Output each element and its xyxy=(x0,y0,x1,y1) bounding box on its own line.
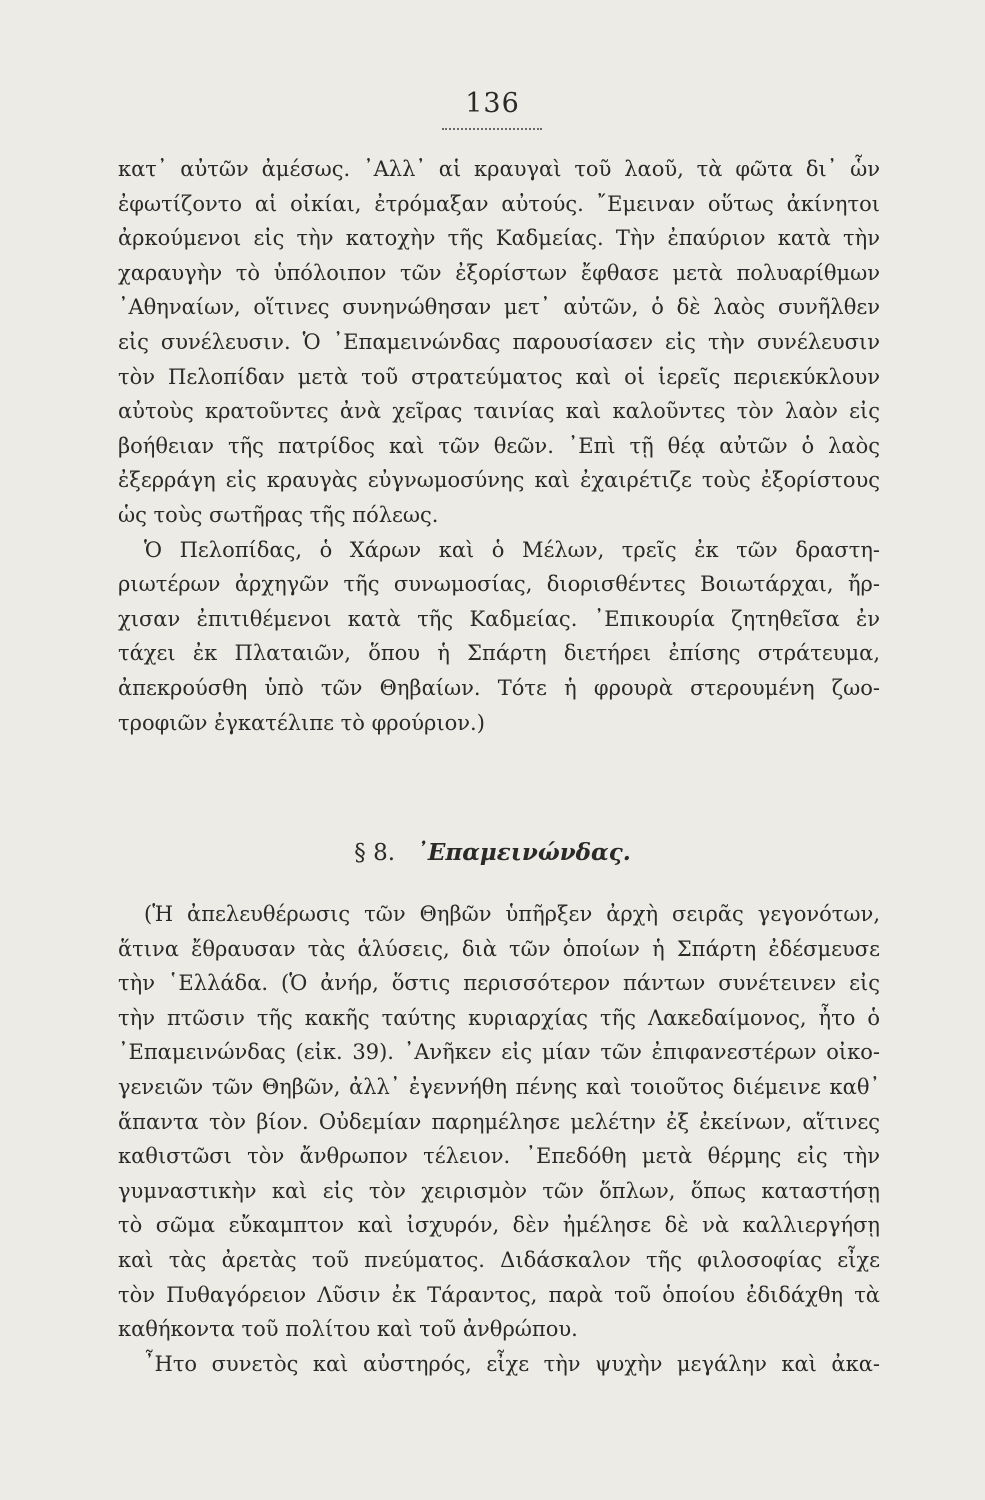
text-line: ἅπαντα τὸν βίον. Οὐδεμίαν παρημέλησε μελέτην ἐξ ἐκείνων, αἵτινες xyxy=(118,1109,880,1134)
text-line: κατ᾽ αὐτῶν ἀμέσως. ᾽Αλλ᾽ αἱ κραυγαὶ τοῦ λαοῦ, τὰ φῶτα δι᾽ ὧν xyxy=(118,157,880,181)
text-line: βοήθειαν τῆς πατρίδος καὶ τῶν θεῶν. ᾽Επὶ τῇ θέᾳ αὐτῶν ὁ λαὸς xyxy=(118,433,880,458)
page-number-rule xyxy=(442,128,542,130)
text-line: τὴν ῾Ελλάδα. (Ὁ ἀνήρ, ὅστις περισσότερον πάντων συνέτεινεν εἰς xyxy=(118,971,880,996)
text-line: ᾽Αθηναίων, οἵτινες συνηνώθησαν μετ᾽ αὐτῶν, ὁ δὲ λαὸς συνῆλθεν xyxy=(118,295,880,320)
text-line: τὴν πτῶσιν τῆς κακῆς ταύτης κυριαρχίας τῆς Λακεδαίμονος, ἦτο ὁ xyxy=(118,1005,880,1030)
text-line: εἰς συνέλευσιν. Ὁ ᾽Επαμεινώνδας παρουσίασεν εἰς τὴν συνέλευσιν xyxy=(118,329,880,354)
text-line: καθιστῶσι τὸν ἄνθρωπον τέλειον. ᾽Επεδόθη μετὰ θέρμης εἰς τὴν xyxy=(118,1144,880,1169)
text-line: γυμναστικὴν καὶ εἰς τὸν χειρισμὸν τῶν ὅπλων, ὅπως καταστήσῃ xyxy=(118,1178,880,1203)
text-line: ὡς τοὺς σωτῆρας τῆς πόλεως. xyxy=(118,502,439,527)
text-line: ἅτινα ἔθραυσαν τὰς ἁλύσεις, διὰ τῶν ὁποίων ἡ Σπάρτη ἐδέσμευσε xyxy=(118,936,880,961)
text-line: αὐτοὺς κρατοῦντες ἀνὰ χεῖρας ταινίας καὶ καλοῦντες τὸν λαὸν εἰς xyxy=(118,399,880,424)
text-line: καὶ τὰς ἀρετὰς τοῦ πνεύματος. Διδάσκαλον τῆς φιλοσοφίας εἶχε xyxy=(118,1247,880,1272)
text-line: χαραυγὴν τὸ ὑπόλοιπον τῶν ἐξορίστων ἔφθασε μετὰ πολυαρίθμων xyxy=(118,260,880,285)
text-line: ριωτέρων ἀρχηγῶν τῆς συνωμοσίας, διορισθέντες Βοιωτάρχαι, ἤρ- xyxy=(118,572,880,597)
text-line: ἀπεκρούσθη ὑπὸ τῶν Θηβαίων. Τότε ἡ φρουρὰ στερουμένη ζωο- xyxy=(118,675,880,700)
text-line: τὸν Πελοπίδαν μετὰ τοῦ στρατεύματος καὶ οἱ ἱερεῖς περιεκύκλουν xyxy=(118,364,880,389)
text-line: (Ἡ ἀπελευθέρωσις τῶν Θηβῶν ὑπῆρξεν ἀρχὴ σειρᾶς γεγονότων, xyxy=(144,902,880,926)
text-line: ᾽Επαμεινώνδας (εἰκ. 39). ᾽Ανῆκεν εἰς μίαν τῶν ἐπιφανεστέρων οἰκο- xyxy=(118,1040,880,1065)
text-line: τὸ σῶμα εὔκαμπτον καὶ ἰσχυρόν, δὲν ἠμέλησε δὲ νὰ καλλιεργήσῃ xyxy=(118,1213,880,1238)
text-line: Ὁ Πελοπίδας, ὁ Χάρων καὶ ὁ Μέλων, τρεῖς ἐκ τῶν δραστη- xyxy=(144,537,880,562)
section-title: ᾽Επαμεινώνδας. xyxy=(416,839,631,866)
section-heading xyxy=(0,833,985,873)
text-line: ἀρκούμενοι εἰς τὴν κατοχὴν τῆς Καδμείας. Τὴν ἐπαύριον κατὰ τὴν xyxy=(118,226,880,251)
text-line: ἐξερράγη εἰς κραυγὰς εὐγνωμοσύνης καὶ ἐχαιρέτιζε τοὺς ἐξορίστους xyxy=(118,468,880,493)
text-line: τὸν Πυθαγόρειον Λῦσιν ἐκ Τάραντος, παρὰ τοῦ ὁποίου ἐδιδάχθη τὰ xyxy=(118,1282,880,1307)
text-line: καθήκοντα τοῦ πολίτου καὶ τοῦ ἀνθρώπου. xyxy=(118,1317,578,1342)
page-number: 136 xyxy=(465,88,520,119)
text-line: τάχει ἐκ Πλαταιῶν, ὅπου ἡ Σπάρτη διετήρει ἐπίσης στράτευμα, xyxy=(118,641,880,666)
text-block-top xyxy=(118,152,880,740)
text-line: τροφιῶν ἐγκατέλιπε τὸ φρούριον.) xyxy=(118,710,485,735)
text-line: γενειῶν τῶν Θηβῶν, ἀλλ᾽ ἐγεννήθη πένης καὶ τοιοῦτος διέμεινε καθ᾽ xyxy=(118,1074,880,1099)
text-block-bottom xyxy=(118,897,880,1381)
text-line: ἐφωτίζοντο αἱ οἰκίαι, ἐτρόμαξαν αὐτούς. ῎Εμειναν οὕτως ἀκίνητοι xyxy=(118,191,880,216)
section-number: § 8. xyxy=(354,840,396,866)
text-line: χισαν ἐπιτιθέμενοι κατὰ τῆς Καδμείας. ᾽Επικουρία ζητηθεῖσα ἐν xyxy=(118,606,880,631)
text-line: ῏Ητο συνετὸς καὶ αὐστηρός, εἶχε τὴν ψυχὴν μεγάλην καὶ ἀκα- xyxy=(144,1351,880,1376)
